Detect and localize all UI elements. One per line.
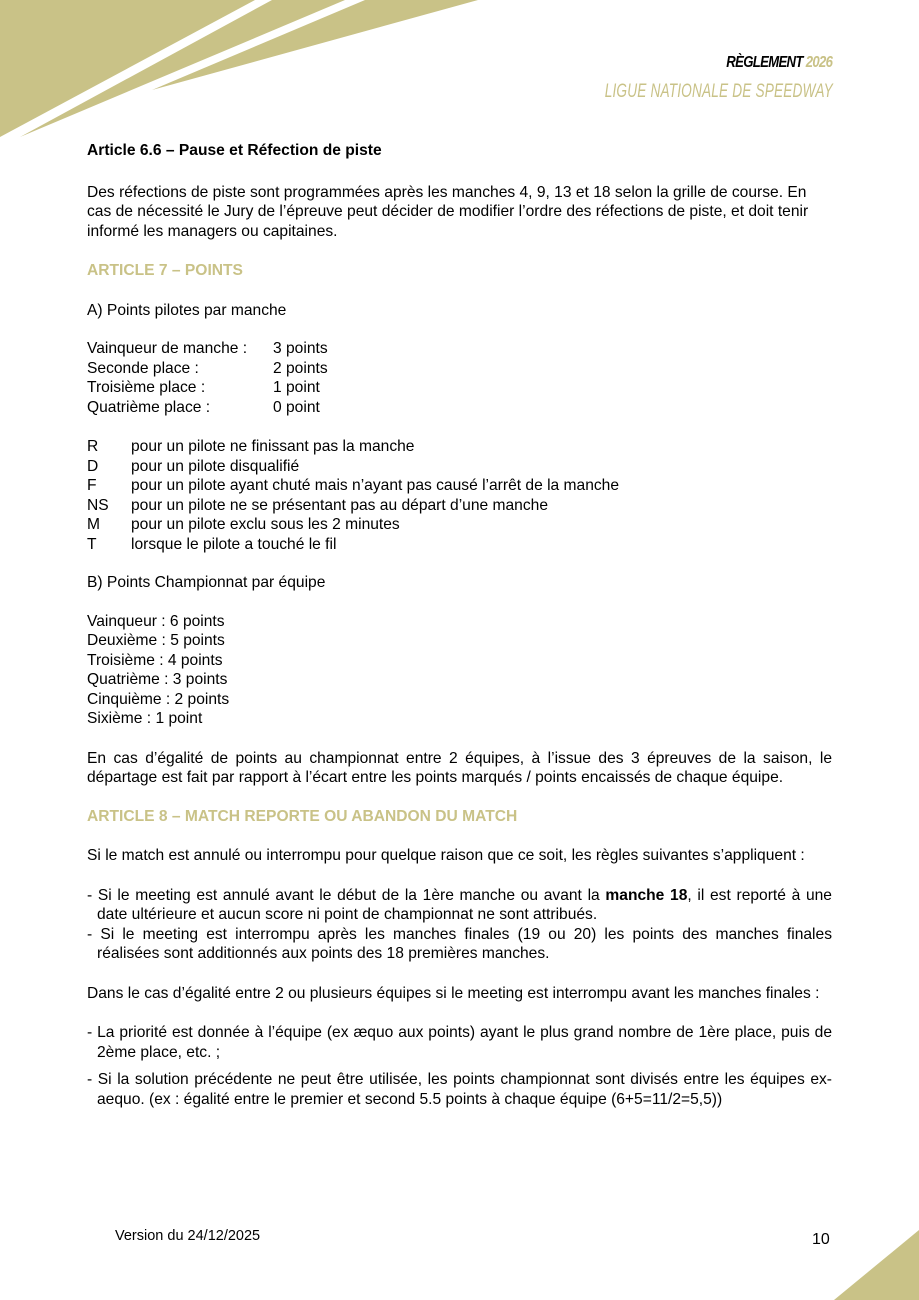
bullet-priority: - La priorité est donnée à l’équipe (ex æquo aux points) ayant le plus grand nombre de 1ère place, puis de 2ème place, etc. ; (87, 1024, 832, 1061)
rider-points-row: Vainqueur de manche : 3 points (87, 340, 328, 357)
article-6-6-heading: Article 6.6 – Pause et Réfection de piste (87, 142, 382, 159)
page-number: 10 (812, 1231, 830, 1248)
team-points-row: Sixième : 1 point (87, 710, 203, 727)
result-code-row: D pour un pilote disqualifié (87, 457, 300, 475)
rider-points-row: Seconde place : 2 points (87, 359, 328, 377)
team-points-row: Vainqueur : 6 points (87, 612, 225, 630)
rider-points-row: Quatrième place : 0 point (87, 398, 320, 416)
tiebreak-paragraph: En cas d’égalité de points au championnat entre 2 équipes, à l’issue des 3 épreuves de la saison, le départage est fait par rapport à l’écart entre les points marqués / points encaissés de chaque équipe. (87, 749, 832, 786)
subsection-a-title: A) Points pilotes par manche (87, 301, 287, 319)
rider-points-row: Troisième place : 1 point (87, 379, 320, 396)
team-points-row: Deuxième : 5 points (87, 632, 225, 649)
document-subtitle: LIGUE NATIONALE DE SPEEDWAY (604, 81, 833, 102)
document-title: RÈGLEMENT 2026 (725, 54, 832, 71)
article-8-intro: Si le match est annulé ou interrompu pour quelque raison que ce soit, les règles suivantes s’appliquent : (87, 847, 805, 864)
article-8-heading: ARTICLE 8 – MATCH REPORTE OU ABANDON DU MATCH (87, 807, 518, 825)
result-code-row: F pour un pilote ayant chuté mais n’ayant pas causé l’arrêt de la manche (87, 477, 620, 494)
result-code-row: R pour un pilote ne finissant pas la manche (87, 438, 415, 455)
bullet-split-points: - Si la solution précédente ne peut être utilisée, les points championnat sont divisés entre les équipes ex-aequo. (ex : égalité entre le premier et second 5.5 points à chaque équipe (6+5=11/2=5,5)) (87, 1071, 832, 1108)
rider-points-list (87, 339, 832, 417)
header-stripes-decoration (0, 0, 480, 145)
team-points-row: Cinquième : 2 points (87, 690, 230, 708)
bullet-postponed: - Si le meeting est annulé avant le début de la 1ère manche ou avant la manche 18, il est reporté à une date ultérieure et aucun score ni point de championnat ne sont attribués. (87, 886, 832, 923)
subsection-b-title: B) Points Championnat par équipe (87, 574, 326, 591)
result-code-row: M pour un pilote exclu sous les 2 minutes (87, 516, 400, 533)
version-date: Version du 24/12/2025 (115, 1228, 261, 1244)
result-code-row: T lorsque le pilote a touché le fil (87, 535, 337, 553)
team-points-row: Quatrième : 3 points (87, 671, 228, 688)
article-6-6-body: Des réfections de piste sont programmées après les manches 4, 9, 13 et 18 selon la grille de course. En cas de nécessité le Jury de l’épreuve peut décider de modifier l’ordre des réfections de piste, et doit tenir informé les managers ou capitaines. (87, 183, 809, 240)
article-7-heading: ARTICLE 7 – POINTS (87, 262, 243, 279)
team-points-list (87, 612, 832, 729)
team-points-row: Troisième : 4 points (87, 651, 223, 669)
bullet-interrupted: - Si le meeting est interrompu après les manches finales (19 ou 20) les points des manches finales réalisées sont additionnés aux points des 18 premières manches. (87, 925, 832, 962)
page-body (87, 141, 832, 1109)
result-codes-list (87, 437, 832, 554)
tie-intro-paragraph: Dans le cas d’égalité entre 2 ou plusieurs équipes si le meeting est interrompu avant les manches finales : (87, 984, 820, 1002)
footer-corner-decoration (834, 1230, 919, 1300)
result-code-row: NS pour un pilote ne se présentant pas au départ d’une manche (87, 496, 548, 514)
